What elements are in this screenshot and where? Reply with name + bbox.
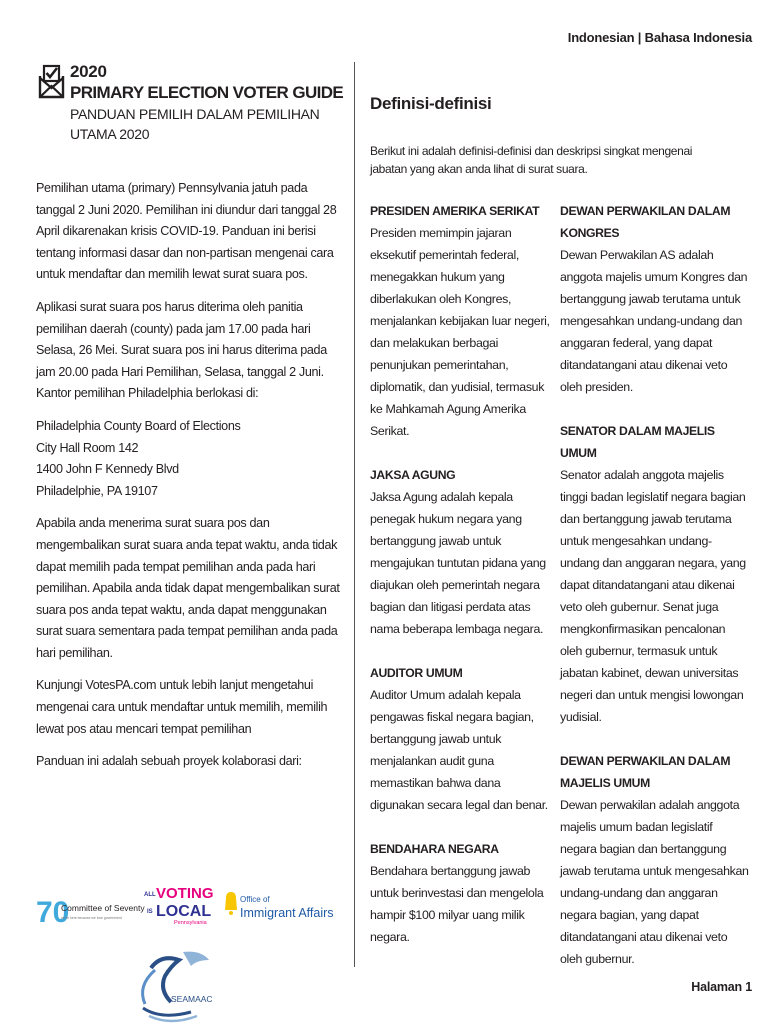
definition-heading: JAKSA AGUNG [370,468,456,482]
definition-heading: DEWAN PERWAKILAN DALAM MAJELIS UMUM [560,754,731,790]
address-line: Philadelphie, PA 19107 [36,483,158,498]
address-line: Philadelphia County Board of Elections [36,418,241,433]
guide-title-block [70,62,344,144]
deadline-paragraph: Aplikasi surat suara pos harus diterima oleh panitia pemilihan daerah (county) pada jam 17.00 pada hari Selasa, 26 Mei. Surat suara pos ini harus diterima pada jam 20.00 pada Hari Pemilihan, Selasa, tanggal 2 Juni. Kantor pemilihan Philadelphia berlokasi di: [36,299,327,401]
right-column [370,92,750,966]
committee-of-seventy-logo [36,890,145,930]
definition-heading: PRESIDEN AMERIKA SERIKAT [370,204,540,218]
oia-office: Office of [240,895,270,904]
guide-year: 2020 [70,62,107,81]
guide-title: PRIMARY ELECTION VOTER GUIDE [70,83,344,102]
guide-subtitle: PANDUAN PEMILIH DALAM PEMILIHAN UTAMA 2020 [70,106,320,142]
dove-icon [183,952,209,966]
definitions-column-a [370,200,550,970]
mail-ballot-paragraph: Apabila anda menerima surat suara pos dan mengembalikan surat suara anda tepat waktu, anda tidak dapat memilih pada tempat pemilihan anda pada hari pemilihan. Apabila anda tidak dapat mengembalikan surat suara pos anda tepat waktu, anda dapat menggunakan surat suara sementara pada tempat pemilihan anda pada hari pemilihan. [36,516,340,660]
definition-auditor-general [370,662,550,816]
votespa-paragraph: Kunjungi VotesPA.com untuk lebih lanjut mengetahui mengenai cara untuk mendaftar untuk memilih, memilih lewat pos atau mencari tempat pemilihan [36,678,328,736]
definition-state-house [560,750,750,970]
definition-text: Jaksa Agung adalah kepala penegak hukum negara yang bertanggung jawab untuk mengajukan tuntutan pidana yang diajukan oleh pemerintah negara bagian dan litigasi perdata atas nama beberapa lembaga negara. [370,490,546,636]
cos-tagline: we're here because we love government [61,916,122,920]
seamaac-logo [131,946,221,1026]
address-line: City Hall Room 142 [36,440,139,455]
liberty-bell-icon [225,892,237,910]
definition-text: Senator adalah anggota majelis tinggi badan legislatif negara bagian dan bertanggung jawab terutama untuk mengesahkan undang-undang dan anggaran negara, yang dapat ditandatangani atau dikenai veto oleh gubernur. Senat juga mengkonfirmasikan pencalonan oleh gubernur, termasuk untuk jabatan kabinet, dewan universitas negeri dan untuk mengisi lowongan yudisial. [560,468,746,724]
definition-heading: SENATOR DALAM MAJELIS UMUM [560,424,715,460]
definition-us-house [560,200,750,398]
definition-text: Dewan Perwakilan AS adalah anggota majelis umum Kongres dan bertanggung jawab terutama untuk mengesahkan undang-undang dan anggaran federal, yang dapat ditandatangani atau dikenai veto oleh presiden. [560,248,748,394]
collaboration-paragraph: Panduan ini adalah sebuah proyek kolaborasi dari: [36,754,302,769]
definition-text: Bendahara bertanggung jawab untuk berinvestasi dan mengelola hampir $100 milyar uang milik negara. [370,864,544,944]
definition-attorney-general [370,464,550,640]
definition-heading: BENDAHARA NEGARA [370,842,499,856]
ballot-envelope-icon [36,64,66,100]
cos-number: 70 [36,896,70,929]
definition-heading: DEWAN PERWAKILAN DALAM KONGRES [560,204,731,240]
avil-is: IS [147,909,153,915]
definition-state-senator [560,420,750,728]
avil-state: Pennsylvania [174,920,207,926]
definition-heading: AUDITOR UMUM [370,666,463,680]
oia-name: Immigrant Affairs [240,906,334,920]
language-label: Indonesian | Bahasa Indonesia [567,30,752,45]
partner-logos [36,880,346,1030]
office-address [36,416,340,502]
left-body [36,178,340,784]
address-line: 1400 John F Kennedy Blvd [36,462,179,477]
avil-all: ALL [144,892,156,898]
definition-president [370,200,550,442]
intro-paragraph: Pemilihan utama (primary) Pennsylvania jatuh pada tanggal 2 Juni 2020. Pemilihan ini diundur dari tanggal 28 April dikarenakan krisis COVID-19. Panduan ini berisi tentang informasi dasar dan non-partisan mengenai cara untuk mendaftar dan memilih lewat surat suara pos. [36,181,337,282]
avil-local: LOCAL [156,903,212,920]
definition-text: Presiden memimpin jajaran eksekutif pemerintah federal, menegakkan hukum yang diberlakukan oleh Kongres, menjalankan kebijakan luar negeri, dan melakukan berbagai penunjukan pemerintahan, diplomatik, dan yudisial, termasuk ke Mahkamah Agung Amerika Serikat. [370,226,550,438]
office-of-immigrant-affairs-logo [222,888,342,932]
definitions-intro: Berikut ini adalah definisi-definisi dan deskripsi singkat mengenai jabatan yang akan anda lihat di surat suara. [370,144,693,176]
page-number: Halaman 1 [691,980,752,994]
cos-name: Committee of Seventy [61,903,145,913]
definition-text: Dewan perwakilan adalah anggota majelis umum badan legislatif negara bagian dan bertanggung jawab terutama untuk mengesahkan undang-undang dan anggaran negara bagian, yang dapat ditandatangani atau dikenai veto oleh gubernur. [560,798,749,966]
definition-text: Auditor Umum adalah kepala pengawas fiskal negara bagian, bertanggung jawab untuk menjalankan audit guna memastikan bahwa dana digunakan secara legal dan benar. [370,688,548,812]
definition-state-treasurer [370,838,550,948]
column-divider [354,62,355,967]
avil-voting: VOTING [156,885,214,902]
definitions-title: Definisi-definisi [370,94,492,113]
seamaac-name: SEAMAAC [171,994,213,1004]
definitions-column-b [560,200,750,992]
all-voting-is-local-logo [144,880,220,932]
